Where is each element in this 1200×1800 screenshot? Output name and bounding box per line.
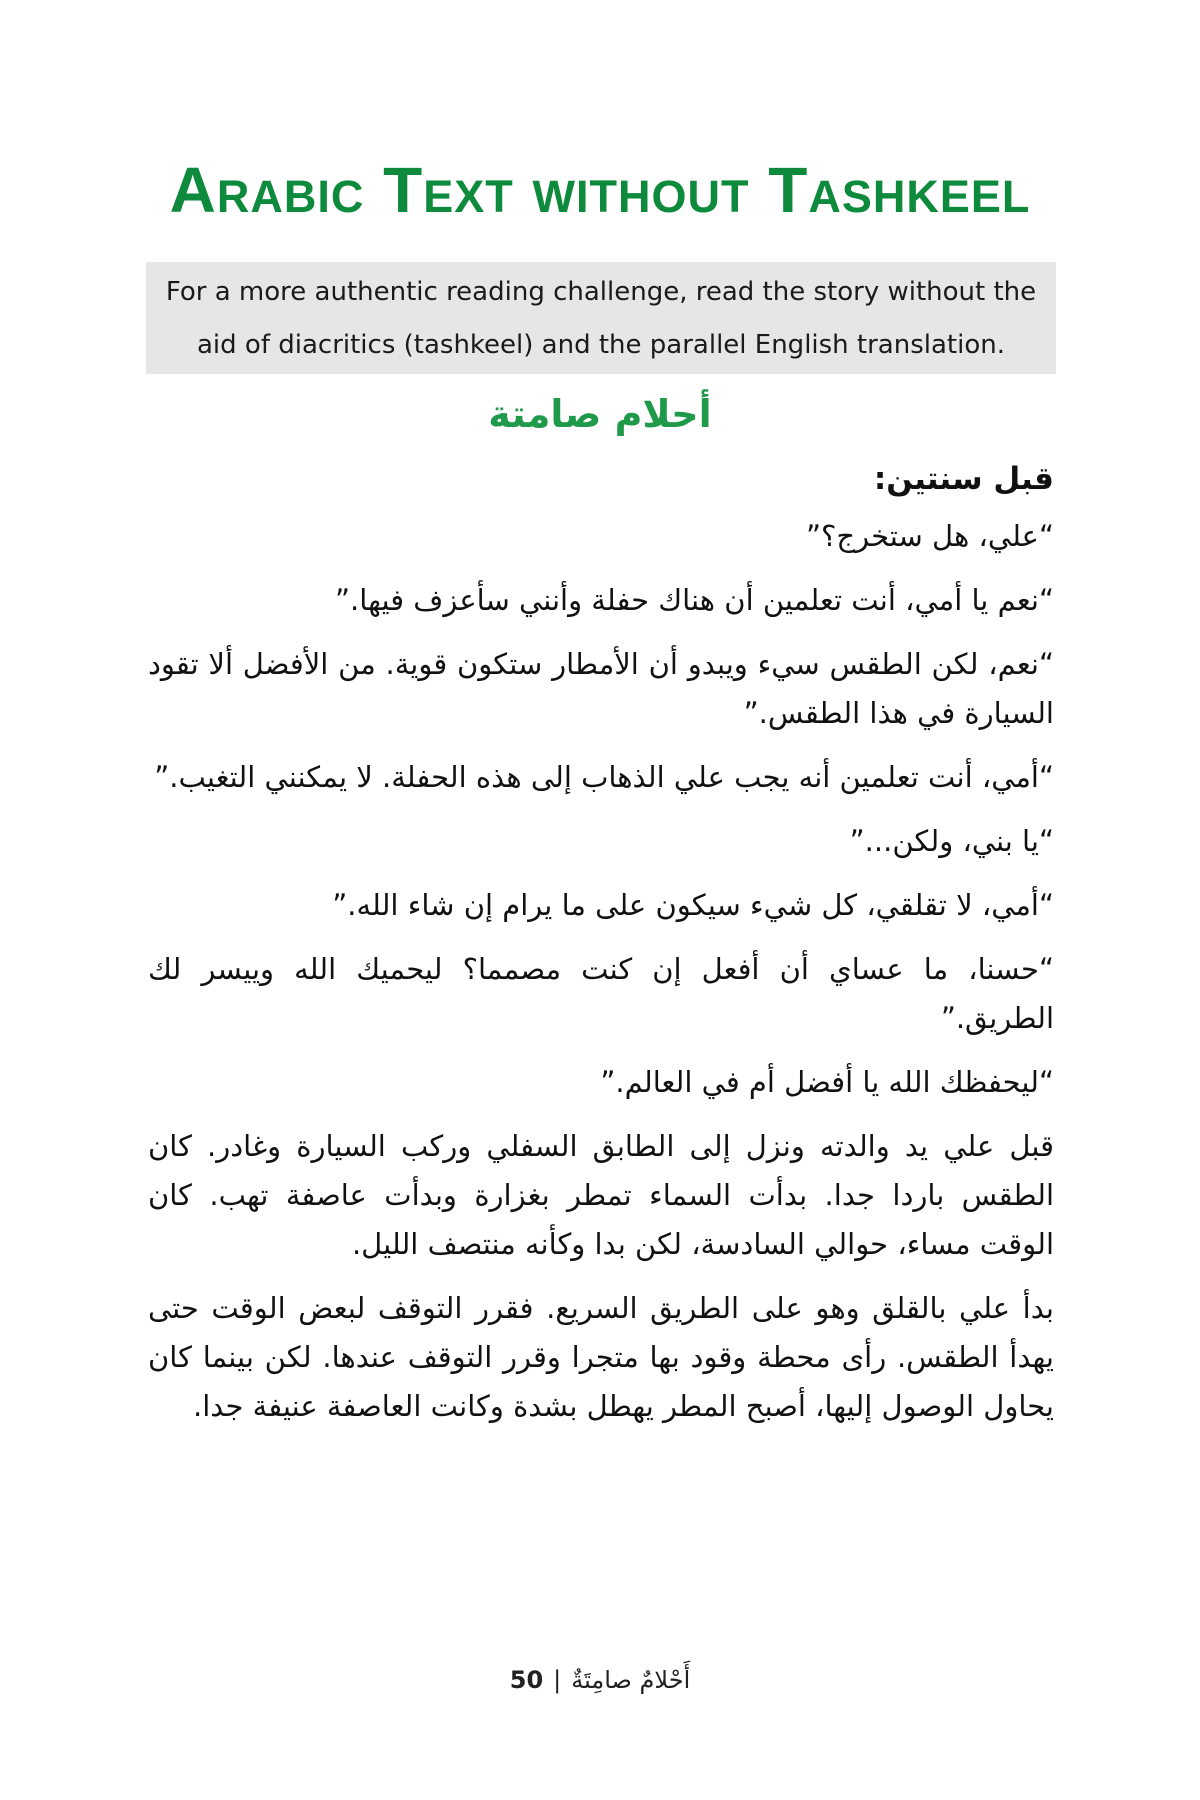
section-heading: قبل سنتين: [873,461,1054,497]
dialogue-line: “ليحفظك الله يا أفضل أم في العالم.” [600,1065,1054,1099]
page-number: 50 [509,1666,544,1694]
dialogue-line: “نعم، لكن الطقس سيء ويبدو أن الأمطار ستكون قوية. من الأفضل ألا تقود السيارة في هذا الطقس.” [148,647,1054,730]
dialogue-line: “علي، هل ستخرج؟” [805,519,1054,553]
story-title: أحلام صامتة [488,392,712,436]
story-body [148,455,1054,1446]
narrative-paragraph: بدأ علي بالقلق وهو على الطريق السريع. فقرر التوقف لبعض الوقت حتى يهدأ الطقس. رأى محطة وقود بها متجرا وقرر التوقف عندها. لكن بينما كان يحاول الوصول إليها، أصبح المطر يهطل بشدة وكانت العاصفة عنيفة جدا. [148,1291,1054,1423]
intro-box: For a more authentic reading challenge, read the story without the aid of diacritics (tashkeel) and the parallel English translation. [146,262,1056,374]
page-title: Arabic Text without Tashkeel [169,154,1031,226]
dialogue-line: “حسنا، ما عساي أن أفعل إن كنت مصمما؟ ليحميك الله وييسر لك الطريق.” [148,952,1054,1035]
dialogue-line: “أمي، أنت تعلمين أنه يجب علي الذهاب إلى هذه الحفلة. لا يمكنني التغيب.” [154,760,1054,794]
footer-book-title: أَحْلامٌ صامِتَةٌ [571,1666,691,1694]
dialogue-line: “يا بني، ولكن...” [849,824,1054,858]
footer-separator: | [553,1666,562,1694]
narrative-paragraph: قبل علي يد والدته ونزل إلى الطابق السفلي وركب السيارة وغادر. كان الطقس باردا جدا. بدأت السماء تمطر بغزارة وبدأت عاصفة تهب. كان الوقت مساء، حوالي السادسة، لكن بدا وكأنه منتصف الليل. [148,1129,1054,1261]
dialogue-line: “نعم يا أمي، أنت تعلمين أن هناك حفلة وأنني سأعزف فيها.” [335,583,1054,617]
dialogue-line: “أمي، لا تقلقي، كل شيء سيكون على ما يرام إن شاء الله.” [332,888,1054,922]
page-footer [0,1660,1200,1700]
